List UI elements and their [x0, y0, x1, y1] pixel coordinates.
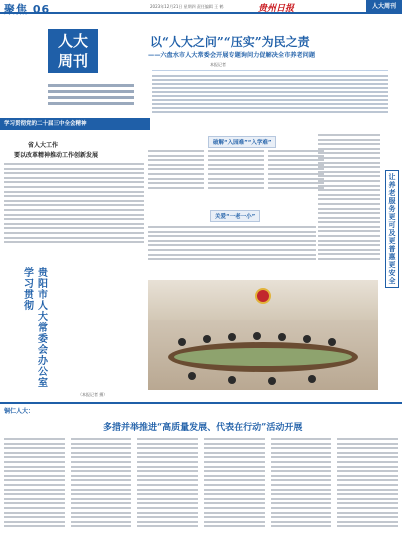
vertical-title: 贵阳市人大常委会办公室 — [38, 268, 48, 389]
lower-headline: 多措并举推进“高质量发展、代表在行动”活动开展 — [103, 423, 303, 433]
logo-info-lines — [48, 84, 148, 108]
feature-byline: 本报记者 — [210, 62, 226, 67]
middle-col-3 — [268, 150, 324, 191]
middle-col-2 — [208, 150, 264, 191]
right-vertical-label: 让养老服务更可及更普惠更安全 — [385, 170, 399, 288]
lower-article-body — [4, 438, 398, 538]
photo-caption: （本报记者 摄） — [78, 392, 108, 397]
feature-subtitle: ——六盘水市人大常委会开展专题询问力促解决全市养老问题 — [148, 52, 316, 59]
feature-headline: 以“人大之问”“压实”为民之责 — [150, 35, 310, 49]
section-divider — [0, 402, 402, 404]
vertical-title-secondary: 学习贯彻 — [24, 268, 34, 312]
page-header — [0, 0, 402, 14]
feature-intro-text — [152, 70, 388, 112]
logo-line2: 周刊 — [57, 52, 88, 70]
left-article-kicker: 省人大工作 — [28, 142, 59, 149]
column-logo — [48, 29, 98, 73]
conference-table — [168, 342, 358, 372]
middle-col-1 — [148, 150, 204, 191]
logo-line1: 人大 — [57, 32, 88, 50]
middle-subhead-pill: 破解“入园难”“入学难” — [208, 136, 276, 148]
section-label: 聚焦 06 — [4, 3, 51, 16]
left-article-title: 要以改革精神推动工作创新发展 — [14, 152, 99, 159]
masthead-logo: 贵州日报 — [258, 4, 295, 14]
meeting-photo — [148, 280, 378, 390]
middle-subhead-pill-2: 关爱“一老一小” — [210, 210, 260, 222]
column-badge: 人大周刊 — [366, 0, 402, 14]
national-emblem-icon — [255, 288, 271, 304]
middle-lower-body — [148, 226, 316, 263]
left-article-body — [4, 163, 144, 246]
date-line: 2023年12月21日 星期四 责任编辑 王 鹤 — [150, 4, 224, 9]
left-section-bar: 学习贯彻党的二十届三中全会精神 — [0, 118, 150, 130]
right-article-body — [318, 134, 380, 263]
lower-section-label: 铜仁人大： — [4, 408, 35, 415]
